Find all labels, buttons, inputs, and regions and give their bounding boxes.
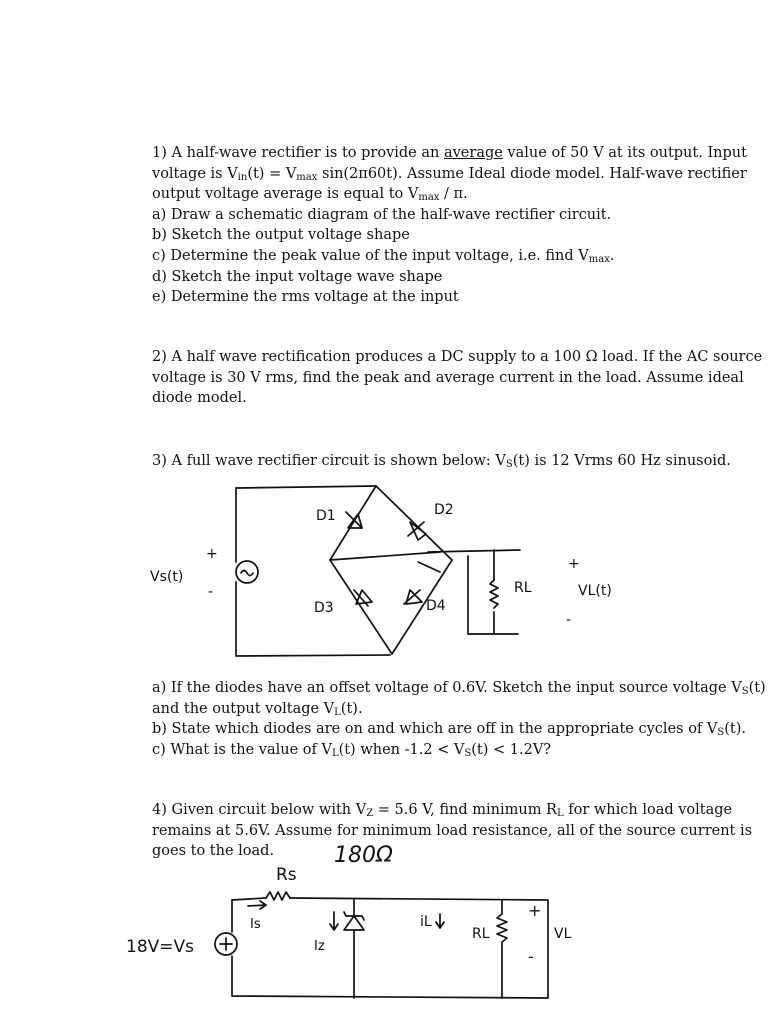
q1-line-1: 1) A half-wave rectifier is to provide an average value of 50 V at its output. Input <box>152 145 747 161</box>
q4-line-3: goes to the load. <box>152 843 275 860</box>
q2-line-1: 2) A half wave rectification produces a DC supply to a 100 Ω load. If the AC source <box>152 349 763 365</box>
vl-output-label: VL(t) <box>578 583 612 599</box>
q1-part-d: d) Sketch the input voltage wave shape <box>152 268 443 285</box>
q2-line-3: diode model. <box>152 390 247 407</box>
source-plus-sign: + <box>206 546 218 562</box>
source-18v-label: 18V=Vs <box>126 937 194 957</box>
q1-underlined-word: average <box>443 145 503 161</box>
vl-minus-sign: - <box>566 612 572 628</box>
q4-line-1: 4) Given circuit below with $V_Z = 5.6$ V, find minimum $R_L$ for which load voltage <box>152 802 733 819</box>
resistor-rl-label: RL <box>514 580 532 596</box>
q2-line-2: voltage is 30 V rms, find the peak and average current in the load. Assume ideal <box>152 369 744 386</box>
q1-line-2: voltage is $V_{in}(t) = V_{max}$ sin(2π60t). Assume Ideal diode model. Half-wave rectifier <box>152 165 747 183</box>
diode-d4-label: D4 <box>426 598 446 614</box>
q3-part-a-line-1: a) If the diodes have an offset voltage of 0.6V. Sketch the input source voltage $V_S(t)$ <box>152 680 766 697</box>
q1-part-e: e) Determine the rms voltage at the input <box>152 289 459 306</box>
q1-line-3: output voltage average is equal to $V_{max}$ / π. <box>152 186 468 204</box>
q1-part-c: c) Determine the peak value of the input voltage, i.e. find $V_{max}$. <box>152 247 615 265</box>
vs-source-label: Vs(t) <box>150 569 184 585</box>
q3-part-c: c) What is the value of $V_L(t)$ when $-1.2 < V_S(t) < 1.2V$? <box>152 741 552 759</box>
q3-intro-line: 3) A full wave rectifier circuit is shown below: $V_S(t)$ is 12 Vrms 60 Hz sinusoid. <box>152 453 731 470</box>
resistor-rs-value: 180Ω <box>334 843 393 868</box>
vl-plus-sign-2: + <box>528 901 542 920</box>
q1-part-b: b) Sketch the output voltage shape <box>152 227 410 244</box>
diode-d1-label: D1 <box>316 508 336 524</box>
resistor-rl-label-2: RL <box>472 926 490 942</box>
vl-minus-sign-2: - <box>528 947 534 966</box>
diode-d2-label: D2 <box>434 502 454 518</box>
q3-part-a-line-2: and the output voltage $V_L(t)$. <box>152 700 363 718</box>
current-iz-label: Iz <box>314 939 325 954</box>
resistor-rs-label: Rs <box>276 865 297 885</box>
vl-label-2: VL <box>554 926 572 942</box>
current-il-label: iL <box>420 914 432 930</box>
diode-d3-label: D3 <box>314 600 334 616</box>
source-minus-sign: - <box>208 584 214 600</box>
current-is-label: Is <box>250 917 261 932</box>
q1-part-a: a) Draw a schematic diagram of the half-wave rectifier circuit. <box>152 206 612 223</box>
vl-plus-sign: + <box>568 556 580 572</box>
q4-line-2: remains at 5.6V. Assume for minimum load resistance, all of the source current is <box>152 822 753 839</box>
q3-part-b: b) State which diodes are on and which are off in the appropriate cycles of $V_S(t)$. <box>152 721 746 739</box>
